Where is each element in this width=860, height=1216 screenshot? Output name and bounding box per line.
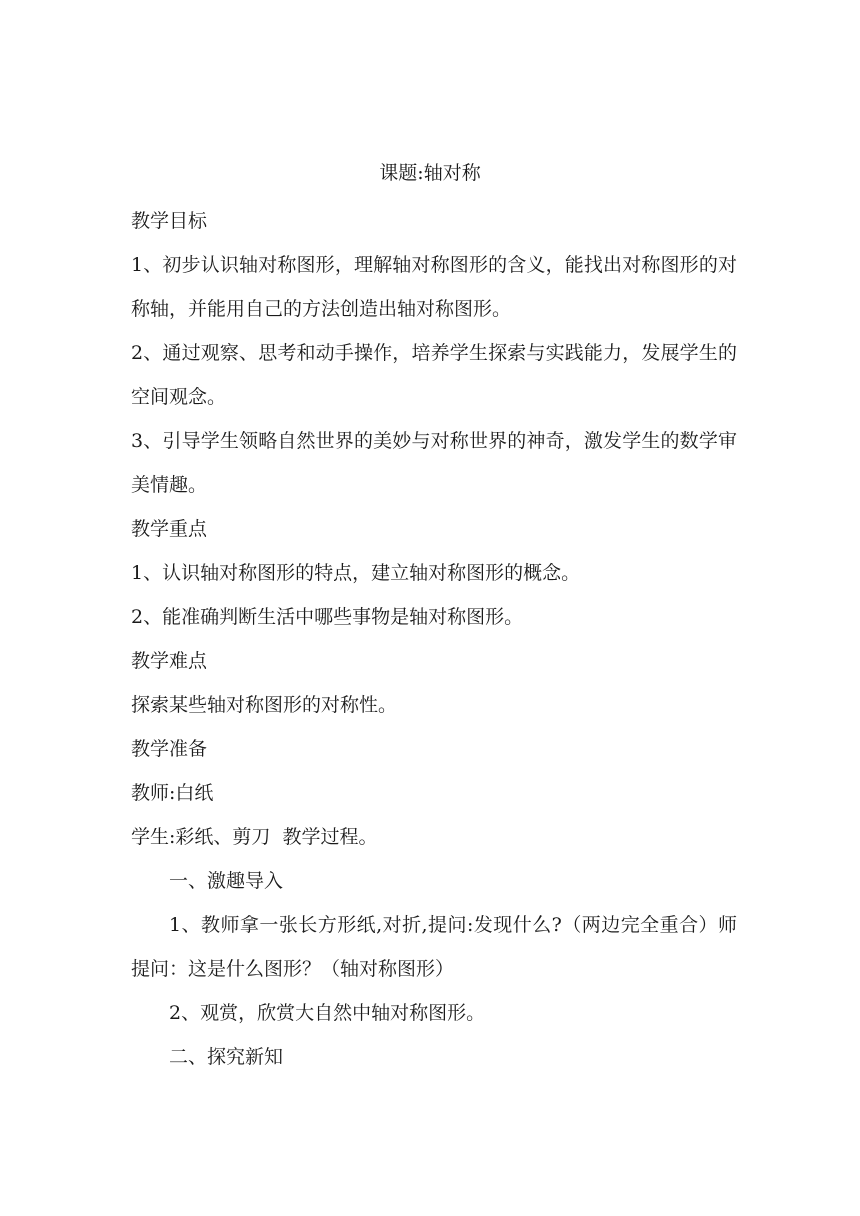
section-heading-key-points: 教学重点 bbox=[131, 518, 208, 540]
teacher-preparation: 教师:白纸 bbox=[131, 782, 214, 804]
key-point-item-1: 1、认识轴对称图形的特点，建立轴对称图形的概念。 bbox=[131, 562, 581, 584]
document-body bbox=[131, 199, 737, 1079]
key-point-item-2: 2、能准确判断生活中哪些事物是轴对称图形。 bbox=[131, 606, 524, 628]
student-preparation: 学生:彩纸、剪刀 教学过程。 bbox=[131, 826, 378, 848]
part2-heading: 二、探究新知 bbox=[169, 1046, 284, 1068]
part1-item-2: 2、观赏，欣赏大自然中轴对称图形。 bbox=[169, 1002, 486, 1024]
section-heading-objectives: 教学目标 bbox=[131, 210, 208, 232]
objective-item-1: 1、初步认识轴对称图形，理解轴对称图形的含义，能找出对称图形的对称轴，并能用自己的方法创造出轴对称图形。 bbox=[131, 254, 737, 320]
objective-item-3: 3、引导学生领略自然世界的美妙与对称世界的神奇，激发学生的数学审美情趣。 bbox=[131, 430, 737, 496]
section-heading-difficulty: 教学难点 bbox=[131, 650, 208, 672]
objective-item-2: 2、通过观察、思考和动手操作，培养学生探索与实践能力，发展学生的空间观念。 bbox=[131, 342, 737, 408]
difficulty-text: 探索某些轴对称图形的对称性。 bbox=[131, 694, 398, 716]
part1-heading: 一、激趣导入 bbox=[169, 870, 284, 892]
section-heading-preparation: 教学准备 bbox=[131, 738, 208, 760]
page-title: 课题:轴对称 bbox=[379, 162, 481, 184]
part1-item-1: 1、教师拿一张长方形纸,对折,提问:发现什么?（两边完全重合）师提问：这是什么图形？（轴对称图形） bbox=[131, 914, 737, 980]
